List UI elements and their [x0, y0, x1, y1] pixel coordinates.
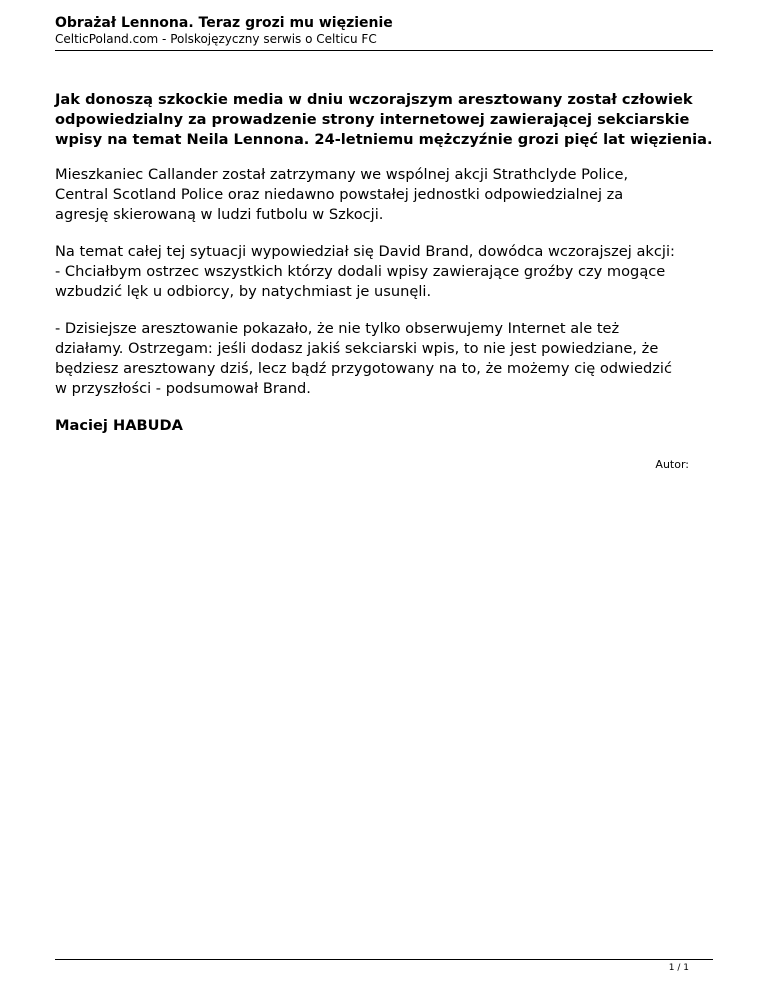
- page-number: 1 / 1: [668, 963, 689, 973]
- article-lead: Jak donoszą szkockie media w dniu wczorajszym aresztowany został człowiek odpowiedzialny za prowadzenie strony internetowej zawierającej sekciarskie wpisy na temat Neila Lennona. 24-letniemu mężczyźnie grozi pięć lat więzienia.: [55, 91, 713, 148]
- author-label: Autor:: [655, 458, 689, 471]
- page-title: Obrażał Lennona. Teraz grozi mu więzienie: [55, 15, 393, 31]
- paragraph-line: w przyszłości - podsumował Brand.: [55, 380, 311, 397]
- footer-divider: [55, 959, 713, 960]
- paragraph-line: agresję skierowaną w ludzi futbolu w Szkocji.: [55, 206, 384, 223]
- header-divider: [55, 50, 713, 51]
- paragraph-line: - Chciałbym ostrzec wszystkich którzy dodali wpisy zawierające groźby czy mogące: [55, 263, 666, 280]
- paragraph-line: Mieszkaniec Callander został zatrzymany we wspólnej akcji Strathclyde Police,: [55, 166, 629, 183]
- article-byline: Maciej HABUDA: [55, 417, 183, 434]
- page-header: [55, 14, 713, 47]
- site-subtitle: CelticPoland.com - Polskojęzyczny serwis o Celticu FC: [55, 32, 377, 46]
- article-paragraph-1: [55, 165, 715, 225]
- article-paragraph-3: [55, 319, 715, 399]
- paragraph-line: Central Scotland Police oraz niedawno powstałej jednostki odpowiedzialnej za: [55, 186, 624, 203]
- paragraph-line: Na temat całej tej sytuacji wypowiedział się David Brand, dowódca wczorajszej akcji:: [55, 243, 675, 260]
- article-paragraph-2: [55, 242, 715, 302]
- paragraph-line: wzbudzić lęk u odbiorcy, by natychmiast je usunęli.: [55, 283, 432, 300]
- paragraph-line: - Dzisiejsze aresztowanie pokazało, że nie tylko obserwujemy Internet ale też: [55, 320, 620, 337]
- paragraph-line: działamy. Ostrzegam: jeśli dodasz jakiś sekciarski wpis, to nie jest powiedziane, że: [55, 340, 659, 357]
- paragraph-line: będziesz aresztowany dziś, lecz bądź przygotowany na to, że możemy cię odwiedzić: [55, 360, 672, 377]
- article-body: [55, 90, 715, 436]
